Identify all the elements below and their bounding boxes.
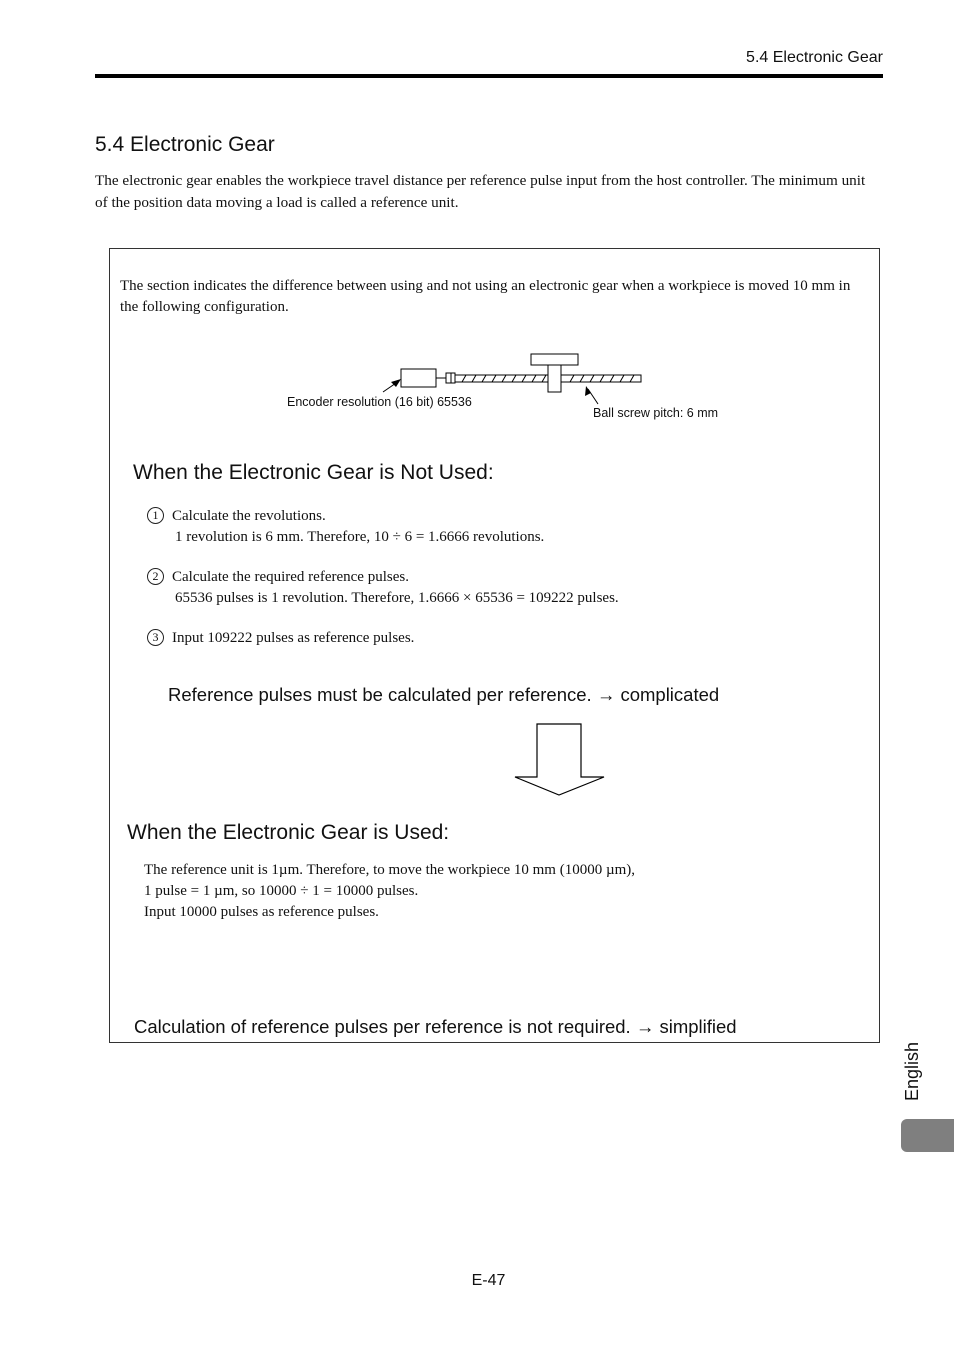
ball-screw-pitch-label: Ball screw pitch: 6 mm — [593, 406, 719, 420]
used-line: 1 pulse = 1 µm, so 10000 ÷ 1 = 10000 pulses. — [144, 883, 419, 899]
step-marker: 3 — [147, 629, 164, 646]
step-text: Input 109222 pulses as reference pulses. — [172, 630, 415, 646]
coupling — [446, 373, 451, 383]
language-tab-label — [897, 1035, 937, 1110]
step-text: Calculate the revolutions. — [172, 508, 326, 524]
section-intro: The electronic gear enables the workpiece travel distance per reference pulse input from the host controller. The minimum unit of the position data moving a load is called a reference unit. — [95, 172, 866, 211]
step-detail: 65536 pulses is 1 revolution. Therefore, 1.6666 × 65536 = 109222 pulses. — [175, 590, 619, 606]
step-detail: 1 revolution is 6 mm. Therefore, 10 ÷ 6 = 1.6666 revolutions. — [175, 529, 545, 545]
header-rule — [95, 74, 883, 78]
example-box — [109, 248, 880, 1043]
worktable — [531, 354, 578, 365]
page-number: E-47 — [471, 1272, 506, 1289]
step-2 — [147, 567, 787, 609]
step-marker: 2 — [147, 568, 164, 585]
used-line: The reference unit is 1µm. Therefore, to move the workpiece 10 mm (10000 µm), — [144, 862, 636, 878]
used-line: Input 10000 pulses as reference pulses. — [144, 904, 379, 920]
not-used-summary: Reference pulses must be calculated per reference. → complicated — [168, 684, 720, 705]
section-title: 5.4 Electronic Gear — [95, 133, 275, 156]
used-summary: Calculation of reference pulses per reference is not required. → simplified — [134, 1016, 737, 1037]
ballscrew-nut — [548, 365, 561, 392]
down-arrow-icon — [514, 723, 606, 797]
language-tab-marker — [901, 1119, 954, 1152]
box-intro: The section indicates the difference between using and not using an electronic gear when a workpiece is moved 10 mm in the following configuration. — [120, 278, 851, 315]
used-heading: When the Electronic Gear is Used: — [127, 821, 450, 844]
not-used-heading: When the Electronic Gear is Not Used: — [133, 461, 494, 484]
step-1 — [147, 506, 787, 548]
step-3 — [147, 628, 787, 649]
encoder-resolution-label: Encoder resolution (16 bit) 65536 — [287, 395, 472, 409]
used-explanation — [144, 860, 844, 923]
servo-ballscrew-diagram — [270, 344, 750, 429]
step-marker: 1 — [147, 507, 164, 524]
step-text: Calculate the required reference pulses. — [172, 569, 409, 585]
language-label: English — [902, 1041, 923, 1102]
motor-body — [401, 369, 436, 387]
running-header: 5.4 Electronic Gear — [746, 49, 883, 66]
